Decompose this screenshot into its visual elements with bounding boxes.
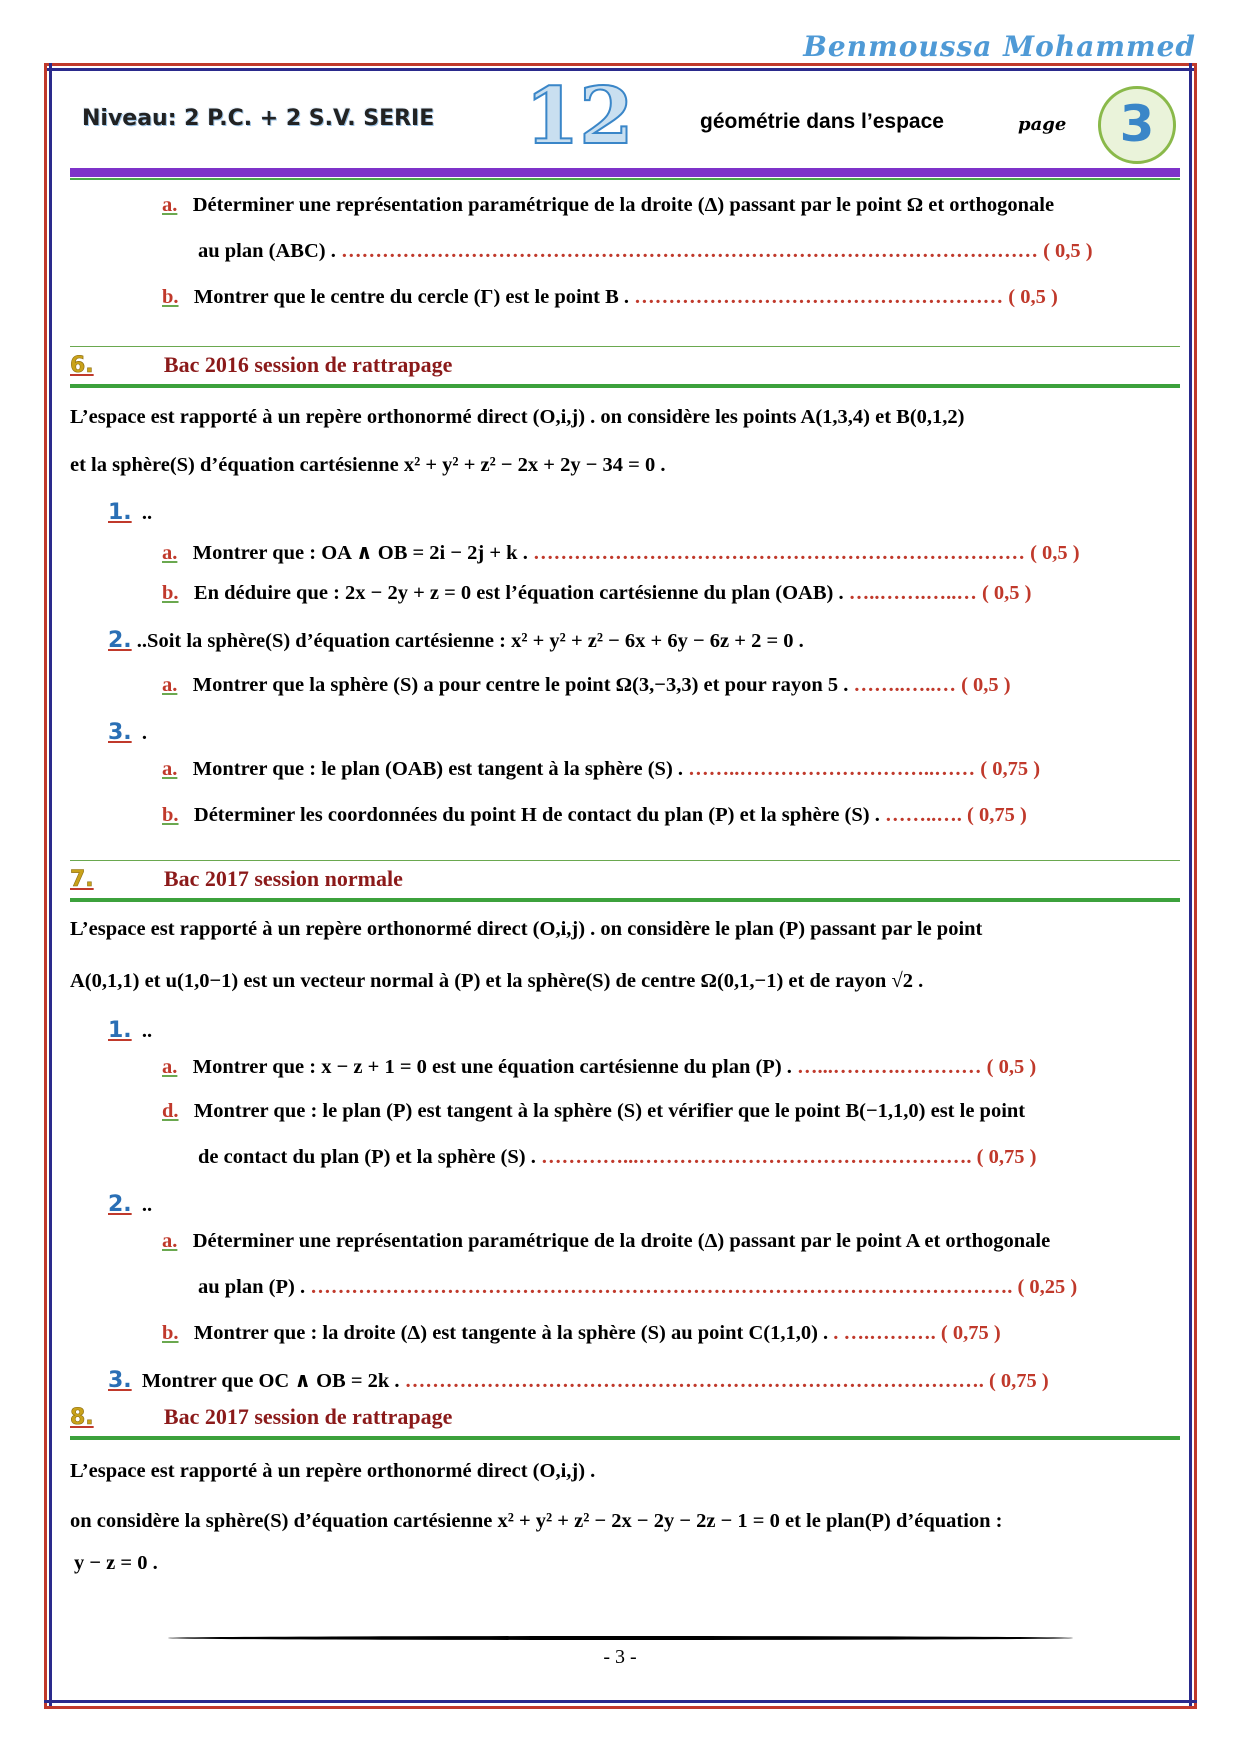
ex6-q2: 2. ..Soit la sphère(S) d’équation cartésienne : x² + y² + z² − 6x + 6y − 6z + 2 = 0 . xyxy=(108,628,804,653)
exercise-8-heading: 8. Bac 2017 session de rattrapage xyxy=(70,1404,453,1430)
frame-left-blue xyxy=(49,63,52,1709)
ex8-intro-2: on considère la sphère(S) d’équation cartésienne x² + y² + z² − 2x − 2y − 2z − 1 = 0 et le plan(P) d’équation : xyxy=(70,1510,1003,1532)
ex6-intro-1: L’espace est rapporté à un repère orthonormé direct (O,i,j) . on considère les points A(1,3,4) et B(0,1,2) xyxy=(70,406,965,428)
separator-thick xyxy=(70,384,1180,388)
ex6-q3a: a. Montrer que : le plan (OAB) est tangent à la sphère (S) . ……..………………………..…… ( 0,75 ) xyxy=(162,758,1041,780)
page-label: page xyxy=(1018,114,1067,135)
ex6-q2a: a. Montrer que la sphère (S) a pour centre le point Ω(3,−3,3) et pour rayon 5 . ……..…..… ( 0,5 ) xyxy=(162,674,1011,696)
separator xyxy=(70,346,1180,347)
item-1b: b. Montrer que le centre du cercle (Γ) est le point B . ……………………………………………… ( 0,5 ) xyxy=(162,286,1058,308)
ex7-q2a-cont: au plan (P) . …………………………………………………………………………………………. ( 0,25 ) xyxy=(198,1276,1078,1298)
separator-thick xyxy=(70,898,1180,902)
frame-right-blue xyxy=(1189,63,1192,1709)
separator-thick xyxy=(70,1436,1180,1440)
ex6-q1a: a. Montrer que : OA ∧ OB = 2i − 2j + k . ……………………………………………………………… ( 0,5 ) xyxy=(162,542,1080,564)
ex7-q2b: b. Montrer que : la droite (Δ) est tangente à la sphère (S) au point C(1,1,0) . . ….………. ( 0,75 ) xyxy=(162,1322,1001,1344)
ex7-q1d: d. Montrer que : le plan (P) est tangent à la sphère (S) et vérifier que le point B(−1,1,0) est le point xyxy=(162,1100,1026,1122)
ex6-q3b: b. Déterminer les coordonnées du point H de contact du plan (P) et la sphère (S) . ……..…. ( 0,75 ) xyxy=(162,804,1027,826)
frame-right-red xyxy=(1194,63,1197,1709)
frame-left-red xyxy=(44,63,47,1709)
ex7-q2a: a. Déterminer une représentation paramétrique de la droite (Δ) passant par le point A et orthogonale xyxy=(162,1230,1051,1252)
ex7-intro-2: A(0,1,1) et u(1,0−1) est un vecteur normal à (P) et la sphère(S) de centre Ω(0,1,−1) et de rayon √2 . xyxy=(70,970,924,992)
niveau-label: Niveau: 2 P.C. + 2 S.V. SERIE xyxy=(82,106,435,131)
ex7-q3: 3. Montrer que OC ∧ OB = 2k . …………………………………………………………………………. ( 0,75 ) xyxy=(108,1368,1049,1393)
ex8-intro-3: y − z = 0 . xyxy=(74,1552,158,1574)
author-name: Benmoussa Mohammed xyxy=(803,30,1196,63)
ex7-q1a: a. Montrer que : x − z + 1 = 0 est une équation cartésienne du plan (P) . …...……….………… ( 0,5 ) xyxy=(162,1056,1037,1078)
frame-bottom-red xyxy=(44,1706,1197,1709)
frame-top-red xyxy=(44,63,1197,66)
ex8-intro-1: L’espace est rapporté à un repère orthonormé direct (O,i,j) . xyxy=(70,1460,596,1482)
ex6-q3: 3. . xyxy=(108,720,148,745)
exercise-7-heading: 7. Bac 2017 session normale xyxy=(70,866,403,892)
header-divider xyxy=(70,168,1180,177)
ex6-intro-2: et la sphère(S) d’équation cartésienne x² + y² + z² − 2x + 2y − 34 = 0 . xyxy=(70,454,666,476)
footer-rule xyxy=(168,1636,1073,1640)
page-header xyxy=(70,71,1180,168)
footer-page-number: - 3 - xyxy=(603,1646,637,1668)
topic-title: géométrie dans l’espace xyxy=(700,110,944,133)
exercise-6-heading: 6. Bac 2016 session de rattrapage xyxy=(70,352,453,378)
frame-bottom-blue xyxy=(44,1700,1197,1703)
page-number-badge: 3 xyxy=(1098,86,1176,164)
serie-number: 12 xyxy=(525,71,634,162)
ex6-q1b: b. En déduire que : 2x − 2y + z = 0 est l’équation cartésienne du plan (OAB) . …..…….…..… ( 0,5 ) xyxy=(162,582,1032,604)
ex7-q2: 2. .. xyxy=(108,1192,153,1217)
ex7-q1: 1. .. xyxy=(108,1018,153,1043)
ex6-q1: 1. .. xyxy=(108,500,153,525)
item-1a-cont: au plan (ABC) . ………………………………………………………………………………………… ( 0,5 ) xyxy=(198,240,1093,262)
item-1a: a. Déterminer une représentation paramétrique de la droite (Δ) passant par le point Ω et orthogonale xyxy=(162,194,1055,216)
separator xyxy=(70,860,1180,861)
ex7-q1d-cont: de contact du plan (P) et la sphère (S) . …………...…………………………………………. ( 0,75 ) xyxy=(198,1146,1037,1168)
ex7-intro-1: L’espace est rapporté à un repère orthonormé direct (O,i,j) . on considère le plan (P) passant par le point xyxy=(70,918,983,940)
header-divider-green xyxy=(70,178,1180,180)
